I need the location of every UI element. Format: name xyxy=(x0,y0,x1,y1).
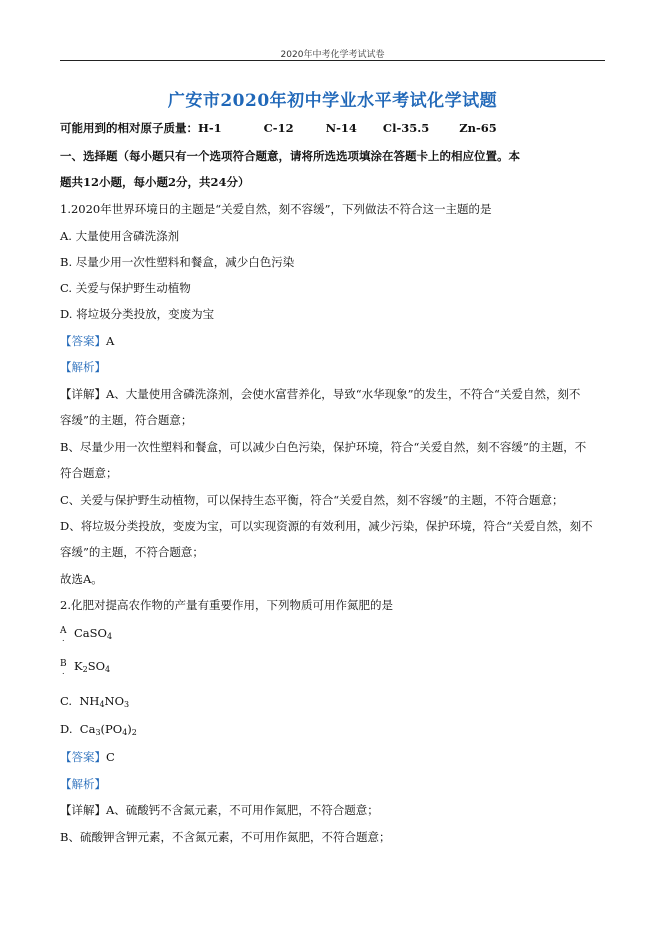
answer-tag: 【答案】 xyxy=(60,750,106,764)
q1-analysis-tag: 【解析】 xyxy=(60,360,106,374)
q2-detail-line: B、硫酸钾含钾元素，不含氮元素，不可用作氮肥，不符合题意； xyxy=(60,830,391,844)
q2-option-c: C. $NH_4NO_3$ xyxy=(60,694,130,709)
q1-detail-line: 容缓”的主题，符合题意； xyxy=(60,413,193,427)
q1-detail-line: 【详解】A、大量使用含磷洗涤剂，会使水富营养化，导致“水华现象”的发生，不符合“关爱自然，刻不 xyxy=(60,387,581,401)
q2-answer xyxy=(60,749,115,765)
q2-stem: 2.化肥对提高农作物的产量有重要作用，下列物质可用作氮肥的是 xyxy=(60,598,393,612)
q1-answer xyxy=(60,333,114,349)
masses-label: 可能用到的相对原子质量：H-1 xyxy=(60,121,222,135)
header-rule xyxy=(60,60,605,61)
q1-detail-line: D、将垃圾分类投放，变废为宝，可以实现资源的有效利用，减少污染，保护环境，符合“关爱自然，刻不 xyxy=(60,519,593,533)
q2-option-a: A CaSO$_4$ . xyxy=(60,626,113,643)
answer-tag: 【答案】 xyxy=(60,334,106,348)
q1-option-a: A. 大量使用含磷洗涤剂 xyxy=(60,229,180,243)
q1-option-d: D. 将垃圾分类投放，变废为宝 xyxy=(60,307,215,321)
option-letter: A xyxy=(60,626,67,636)
option-letter: C xyxy=(60,694,69,708)
document-title: 广安市2020年初中学业水平考试化学试题 xyxy=(167,91,498,111)
q1-option-b: B. 尽量少用一次性塑料和餐盒，减少白色污染 xyxy=(60,255,295,269)
q1-detail-line: B、尽量少用一次性塑料和餐盒，可以减少白色污染，保护环境，符合“关爱自然，刻不容缓”的主题，不 xyxy=(60,440,587,454)
option-letter: B xyxy=(60,659,67,669)
q1-detail-line: 容缓”的主题，不符合题意； xyxy=(60,545,204,559)
mass-cl: Cl-35.5 xyxy=(382,121,430,135)
mass-zn: Zn-65 xyxy=(459,121,497,135)
q1-conclusion: 故选A。 xyxy=(60,572,103,586)
q2-analysis-tag: 【解析】 xyxy=(60,777,106,791)
q2-option-b: B $K_2SO_4$ . xyxy=(60,659,111,676)
q1-stem: 1.2020年世界环境日的主题是“关爱自然，刻不容缓”，下列做法不符合这一主题的是 xyxy=(60,202,492,216)
atomic-masses xyxy=(60,120,497,136)
q2-option-d: D. $Ca_3(PO_4)_2$ xyxy=(60,722,137,737)
answer-value: A xyxy=(106,334,115,348)
section-heading-line2: 题共12小题，每小题2分，共24分） xyxy=(60,175,250,189)
mass-c: C-12 xyxy=(263,121,294,135)
running-header: 2020年中考化学考试试卷 xyxy=(280,50,385,60)
section-heading-line1: 一、选择题（每小题只有一个选项符合题意，请将所选选项填涂在答题卡上的相应位置。本 xyxy=(60,149,520,163)
mass-n: N-14 xyxy=(325,121,357,135)
q1-detail-line: 符合题意； xyxy=(60,466,118,480)
q1-option-c: C. 关爱与保护野生动植物 xyxy=(60,281,191,295)
q1-detail-line: C、关爱与保护野生动植物，可以保持生态平衡，符合“关爱自然，刻不容缓”的主题，不符合题意； xyxy=(60,493,564,507)
answer-value: C xyxy=(106,750,115,764)
option-letter: D xyxy=(60,722,69,736)
q2-detail-line: 【详解】A、硫酸钙不含氮元素，不可用作氮肥，不符合题意； xyxy=(60,803,379,817)
